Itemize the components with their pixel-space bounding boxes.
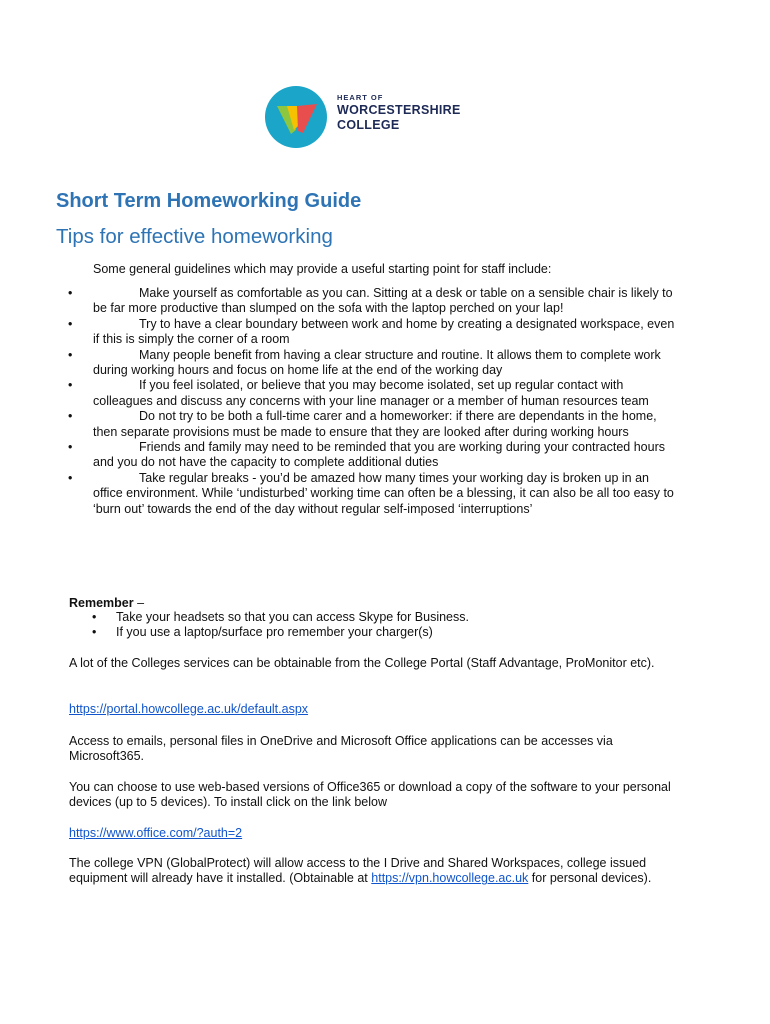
portal-link-paragraph bbox=[69, 702, 679, 717]
logo-line-2: WORCESTERSHIRE bbox=[337, 103, 461, 117]
college-logo bbox=[265, 86, 470, 150]
bullet-icon: • bbox=[68, 409, 73, 424]
remember-item-text: If you use a laptop/surface pro remember your charger(s) bbox=[116, 625, 433, 640]
tip-item bbox=[68, 347, 678, 379]
tip-item bbox=[68, 470, 678, 517]
tip-text: Try to have a clear boundary between work and home by creating a designated workspace, even if this is simply the corner of a room bbox=[93, 316, 675, 347]
bullet-icon: • bbox=[68, 378, 73, 393]
remember-item bbox=[92, 610, 469, 625]
college-logo-icon bbox=[265, 86, 327, 148]
tip-text: Make yourself as comfortable as you can. Sitting at a desk or table on a sensible chair is likely to be far more productive than slumped on the sofa with the laptop perched on your lap! bbox=[93, 286, 673, 316]
tip-text: Do not try to be both a full-time carer and a homeworker: if there are dependants in the home, then separate provisions must be made to ensure that they are looked after during working hours bbox=[93, 409, 657, 439]
bullet-icon: • bbox=[68, 470, 73, 485]
bullet-icon: • bbox=[68, 347, 73, 362]
remember-list bbox=[92, 610, 469, 641]
bullet-icon: • bbox=[92, 610, 97, 624]
office-link[interactable]: https://www.office.com/?auth=2 bbox=[69, 826, 243, 840]
bullet-icon: • bbox=[92, 625, 97, 640]
intro-text: Some general guidelines which may provide a useful starting point for staff include: bbox=[93, 262, 552, 276]
tip-item bbox=[68, 286, 678, 317]
college-logo-text bbox=[337, 93, 461, 133]
tip-item bbox=[68, 378, 678, 409]
vpn-text: The college VPN (GlobalProtect) will allow access to the I Drive and Shared Workspaces, college issued equipment will already have it installed. (Obtainable at bbox=[69, 856, 647, 886]
access-paragraph: Access to emails, personal files in OneDrive and Microsoft Office applications can be accesses via Microsoft365. bbox=[69, 734, 613, 764]
tip-item bbox=[68, 316, 678, 348]
remember-label: Remember bbox=[69, 596, 134, 610]
logo-line-3: COLLEGE bbox=[337, 118, 400, 132]
page-subtitle: Tips for effective homeworking bbox=[56, 225, 333, 248]
bullet-icon: • bbox=[68, 286, 73, 300]
portal-link[interactable]: https://portal.howcollege.ac.uk/default.aspx bbox=[69, 702, 309, 716]
page-title: Short Term Homeworking Guide bbox=[56, 190, 362, 212]
tip-item bbox=[68, 409, 678, 440]
vpn-suffix: for personal devices). bbox=[528, 871, 652, 886]
tips-list bbox=[68, 286, 678, 517]
bullet-icon: • bbox=[68, 440, 73, 455]
office-paragraph: You can choose to use web-based versions of Office365 or download a copy of the software to your personal devices (up to 5 devices). To install click on the link below bbox=[69, 780, 671, 810]
portal-paragraph: A lot of the Colleges services can be obtainable from the College Portal (Staff Advantage, ProMonitor etc). bbox=[69, 656, 655, 670]
remember-heading bbox=[69, 596, 144, 610]
tip-text: If you feel isolated, or believe that you may become isolated, set up regular contact with colleagues and discuss any concerns with your line manager or a member of human resources team bbox=[93, 378, 649, 408]
tip-text: Many people benefit from having a clear structure and routine. It allows them to complete work during working hours and focus on home life at the end of the working day bbox=[93, 347, 661, 378]
tip-item bbox=[68, 440, 678, 471]
tip-text: Take regular breaks - you’d be amazed how many times your working day is broken up in an office environment. While ‘undisturbed’ working time can often be a blessing, it can also be all too easy to ‘burn out’ towards the end of the day without regular self-imposed ‘interruptions’ bbox=[93, 470, 674, 516]
vpn-link[interactable]: https://vpn.howcollege.ac.uk bbox=[371, 871, 529, 886]
office-link-paragraph bbox=[69, 826, 679, 841]
remember-dash: – bbox=[133, 596, 145, 610]
remember-item-text: Take your headsets so that you can access Skype for Business. bbox=[116, 610, 469, 624]
tip-text: Friends and family may need to be reminded that you are working during your contracted hours and you do not have the capacity to complete additional duties bbox=[93, 440, 665, 470]
remember-item bbox=[92, 625, 469, 640]
vpn-paragraph bbox=[69, 856, 679, 887]
bullet-icon: • bbox=[68, 316, 73, 331]
logo-line-1: HEART OF bbox=[337, 93, 384, 102]
